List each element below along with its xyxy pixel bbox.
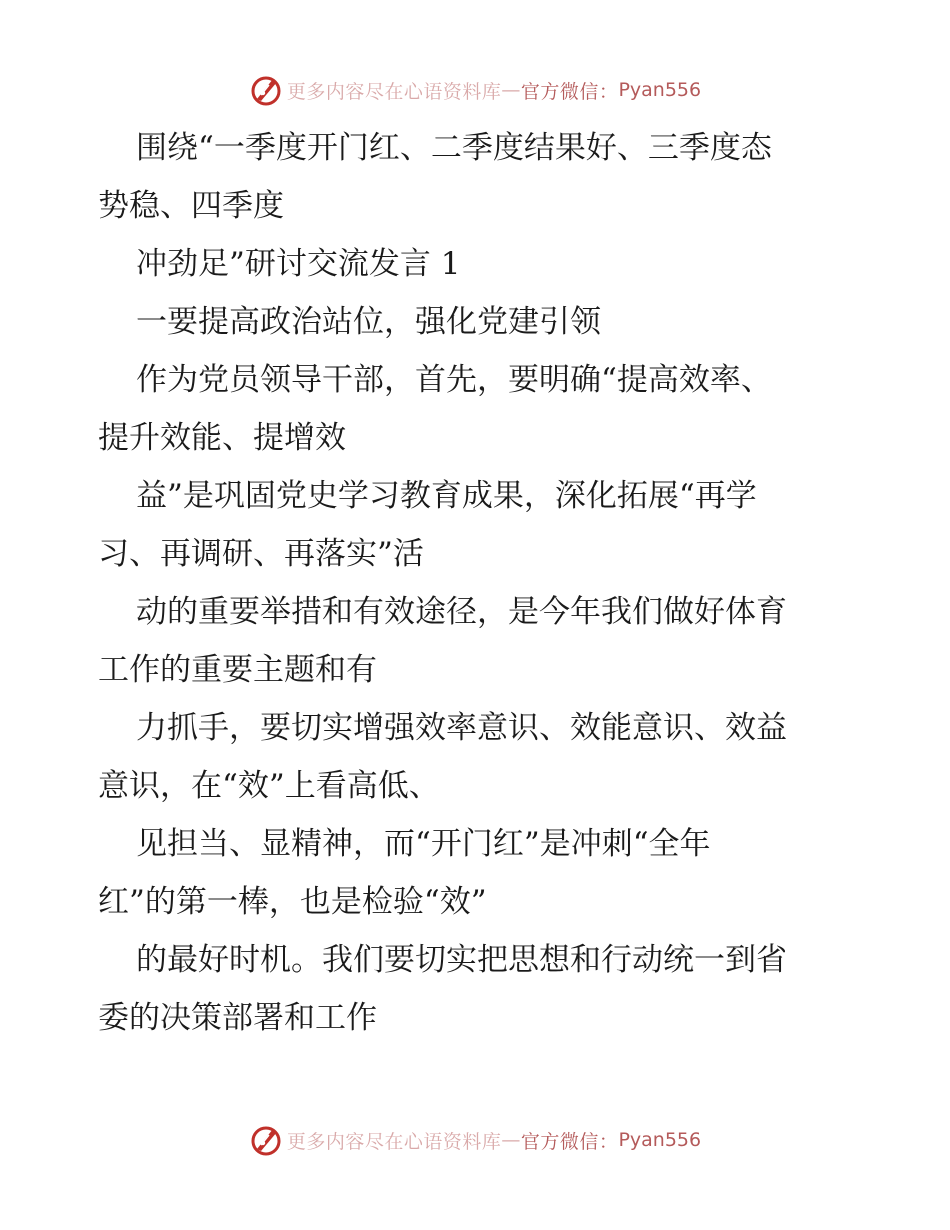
paragraph-6: 动的重要举措和有效途径，是今年我们做好体育 工作的重要主题和有 [98,594,787,688]
header-dash: — [501,79,521,101]
footer-banner [0,1120,950,1160]
header-wechat-id: Pyan556 [618,79,702,101]
header-wechat-label: 官方微信： [520,80,619,103]
footer-site-text: 更多内容尽在心语资料库 [286,1130,502,1153]
paragraph-7: 力抓手，要切实增强效率意识、效能意识、效益 意识，在“效”上看高低、 [98,710,787,804]
footer-dash: — [501,1129,521,1151]
paragraph-2: 冲劲足”研讨交流发言 1 [136,246,461,282]
header-site-text: 更多内容尽在心语资料库 [286,80,502,103]
quill-circle-logo-icon [249,1123,283,1157]
paragraph-5: 益”是巩固党史学习教育成果，深化拓展“再学 习、再调研、再落实”活 [98,478,757,572]
paragraph-1: 围绕“一季度开门红、二季度结果好、三季度态 势稳、四季度 [98,130,772,224]
quill-circle-logo-icon [249,73,283,107]
header-banner [0,70,950,110]
paragraph-3: 一要提高政治站位，强化党建引领 [136,304,601,340]
footer-wechat-label: 官方微信： [520,1130,619,1153]
paragraph-9: 的最好时机。我们要切实把思想和行动统一到省 委的决策部署和工作 [98,942,787,1036]
document-body [98,119,858,1047]
paragraph-8: 见担当、显精神，而“开门红”是冲刺“全年 红”的第一棒，也是检验“效” [98,826,711,920]
paragraph-4: 作为党员领导干部，首先，要明确“提高效率、 提升效能、提增效 [98,362,772,456]
footer-wechat-id: Pyan556 [618,1129,702,1151]
